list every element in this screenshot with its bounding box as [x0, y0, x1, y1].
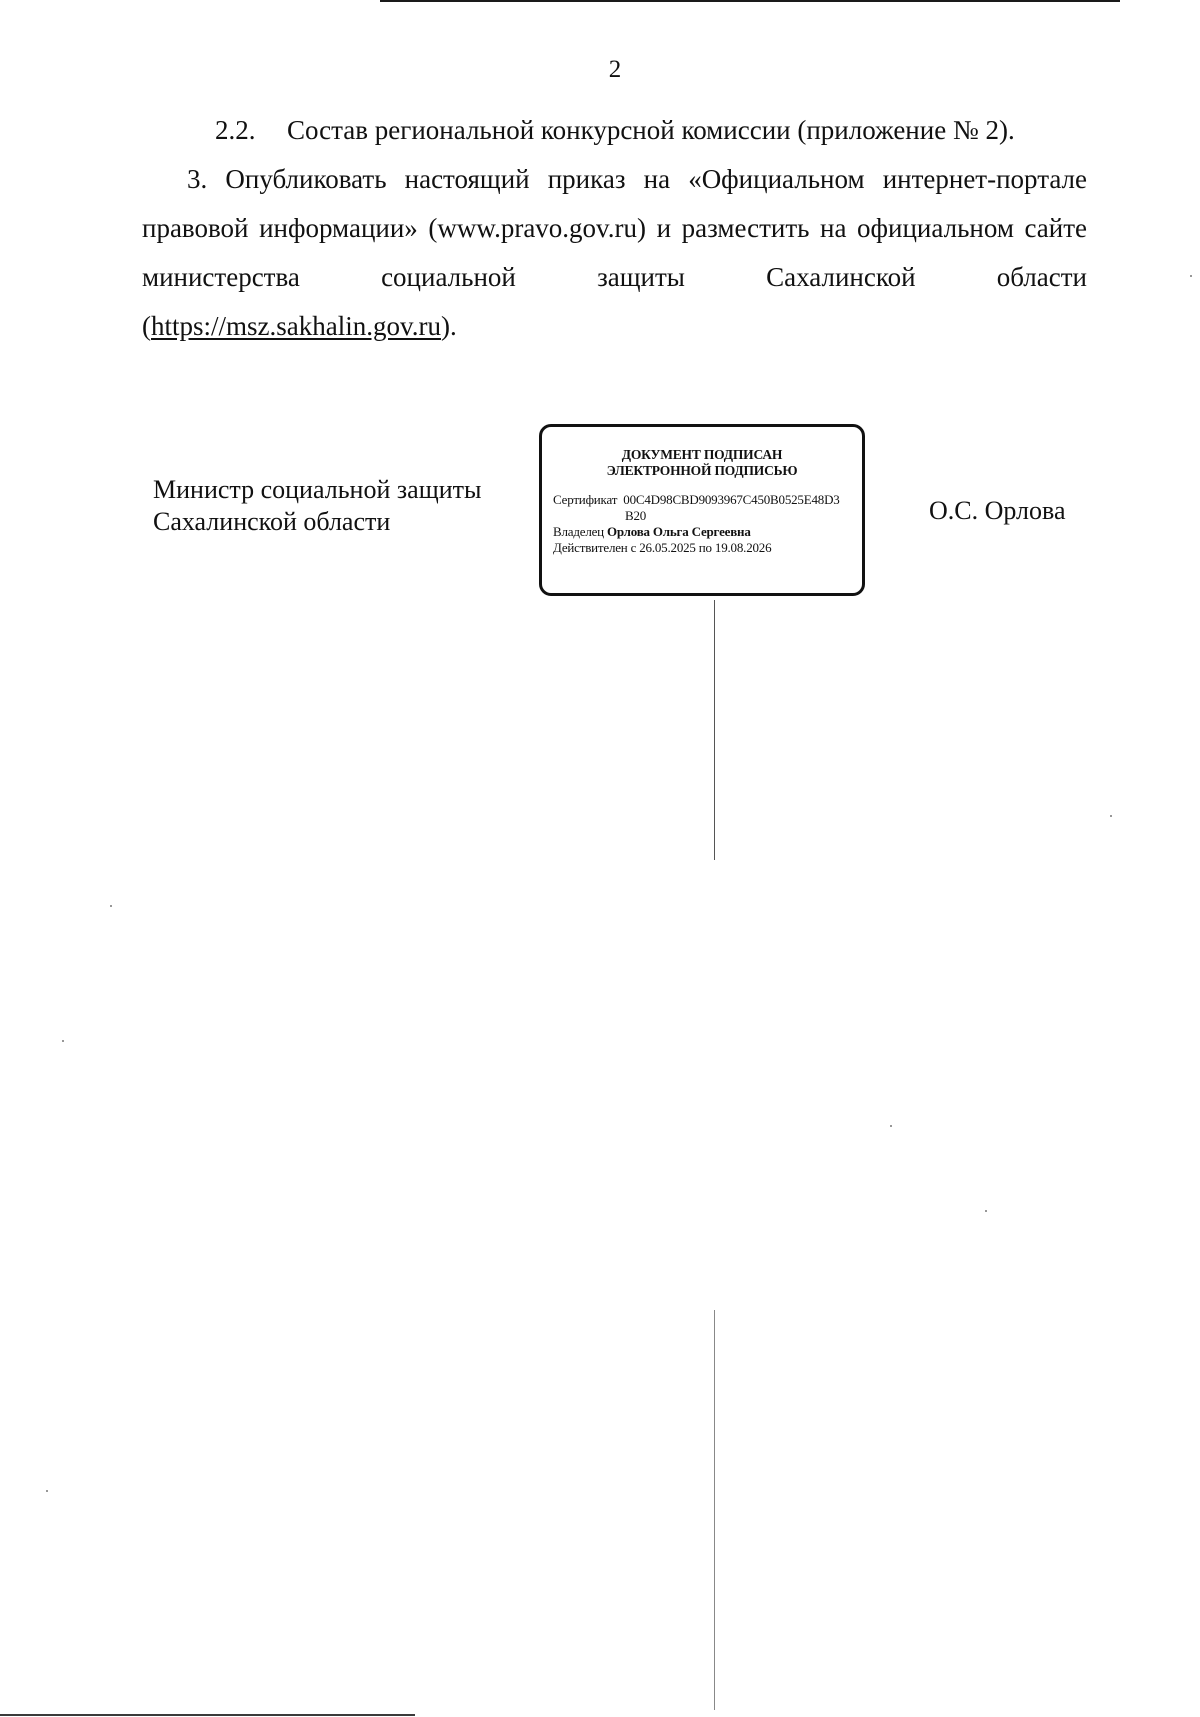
- paragraph-text: Состав региональной конкурсной комиссии (приложение № 2).: [287, 115, 1015, 145]
- scan-speck: [1110, 815, 1112, 817]
- signer-position-line-1: Министр социальной защиты: [153, 475, 482, 504]
- signer-position: [153, 474, 481, 538]
- stamp-heading: [542, 447, 862, 479]
- stamp-certificate: [553, 492, 856, 508]
- stamp-owner: [553, 524, 856, 540]
- stamp-owner-value: Орлова Ольга Сергеевна: [607, 524, 751, 539]
- paragraph-text-end: ).: [440, 311, 457, 341]
- paragraph-number: 2.2.: [215, 115, 256, 145]
- scan-speck: [985, 1210, 987, 1212]
- paragraph-text: 3. Опубликовать настоящий приказ на «Официальном интернет-портале правовой информации» (www.pravo.gov.ru) и разместить на официальном сайте министерства социальной защиты Сахалинской области (: [142, 164, 1087, 341]
- signer-position-line-2: Сахалинской области: [153, 507, 391, 536]
- stamp-owner-label: Владелец: [553, 524, 604, 539]
- ministry-website-link[interactable]: https://msz.sakhalin.gov.ru: [151, 311, 441, 341]
- scan-speck: [46, 1490, 48, 1492]
- scan-speck: [110, 905, 112, 907]
- stamp-heading-line-1: ДОКУМЕНТ ПОДПИСАН: [621, 447, 783, 462]
- scan-edge-bottom: [0, 1714, 415, 1716]
- stamp-certificate-label: Сертификат: [553, 492, 618, 507]
- stamp-heading-line-2: ЭЛЕКТРОННОЙ ПОДПИСЬЮ: [606, 463, 798, 478]
- stamp-certificate-value: 00C4D98CBD9093967C450B0525E48D3: [623, 492, 840, 507]
- scan-speck: [890, 1125, 892, 1127]
- scan-speck: [62, 1040, 64, 1042]
- stamp-certificate-tail: B20: [625, 508, 647, 523]
- paragraph-2-2: [215, 106, 1095, 155]
- paragraph-3: [142, 155, 1087, 351]
- page-number: 2: [608, 56, 622, 83]
- fold-line-lower: [714, 1310, 715, 1710]
- fold-line-upper: [714, 600, 715, 860]
- scan-speck: [1190, 275, 1192, 277]
- signer-name: О.С. Орлова: [929, 496, 1066, 525]
- stamp-validity: Действителен с 26.05.2025 по 19.08.2026: [553, 540, 772, 555]
- electronic-signature-stamp: [539, 424, 865, 596]
- scan-edge-top: [380, 0, 1120, 2]
